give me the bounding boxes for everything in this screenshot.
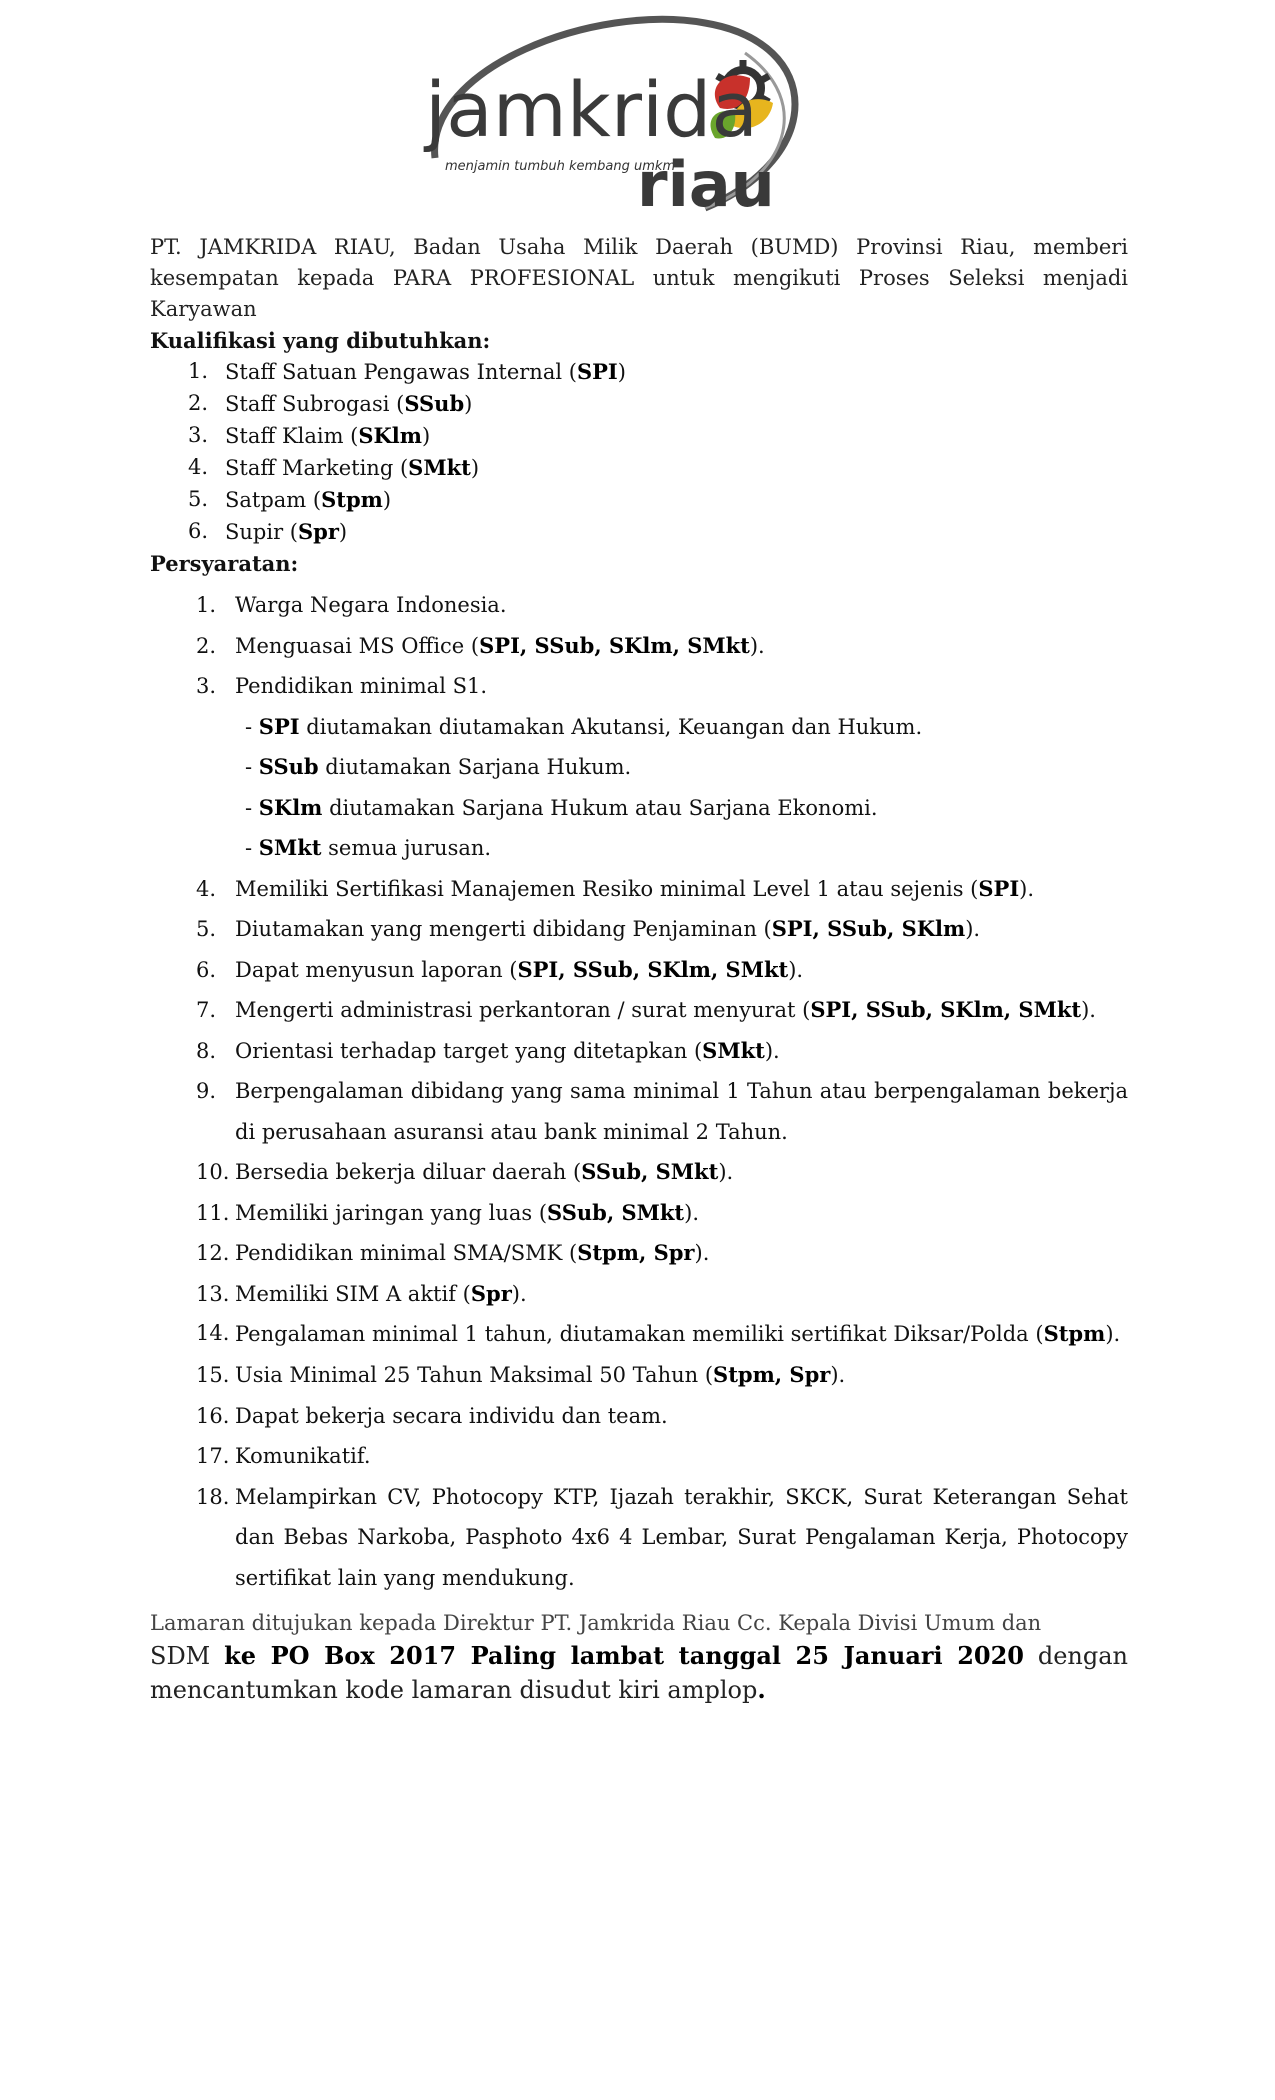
item-close: ).	[764, 1038, 780, 1063]
item-text: Supir (	[225, 520, 298, 544]
requirement-item	[150, 1314, 1128, 1355]
item-text: Memiliki jaringan yang luas (	[235, 1200, 548, 1225]
item-text: Memiliki SIM A aktif (	[235, 1281, 471, 1306]
education-sub-item	[150, 747, 1128, 788]
item-close: ).	[788, 957, 804, 982]
item-text: Komunikatif.	[235, 1444, 371, 1468]
item-number: 12.	[196, 1241, 230, 1265]
item-number: 1.	[196, 593, 217, 617]
item-number: 10.	[196, 1160, 230, 1184]
requirements-heading: Persyaratan:	[150, 551, 299, 576]
sub-text: semua jurusan.	[321, 836, 492, 860]
item-text: Warga Negara Indonesia.	[235, 593, 507, 617]
item-close: ).	[718, 1160, 734, 1184]
item-code: SPI	[576, 359, 618, 384]
qualification-item	[150, 388, 1128, 420]
item-close: ).	[1105, 1322, 1121, 1346]
item-text: Bersedia bekerja diluar daerah (	[235, 1160, 582, 1184]
item-text: Staff Klaim (	[225, 424, 359, 448]
item-close: )	[382, 488, 392, 512]
item-code: Stpm	[1043, 1321, 1106, 1346]
closing-part-a: SDM	[150, 1642, 225, 1670]
requirement-item	[150, 1274, 1128, 1315]
education-sub-item	[150, 788, 1128, 829]
item-close: ).	[749, 633, 765, 658]
item-code: SMkt	[702, 1037, 765, 1063]
item-text: Pendidikan minimal SMA/SMK (	[235, 1241, 578, 1265]
item-number: 2.	[188, 391, 209, 415]
item-close: ).	[1081, 998, 1096, 1022]
requirement-item	[150, 950, 1128, 991]
education-sub-item	[150, 707, 1128, 748]
item-number: 8.	[196, 1038, 217, 1063]
item-number: 3.	[196, 674, 217, 698]
requirement-item	[150, 1193, 1128, 1234]
jamkrida-logo-graphic	[405, 8, 845, 218]
sub-code: SSub	[258, 754, 319, 779]
item-number: 18.	[196, 1484, 230, 1509]
sub-text: diutamakan diutamakan Akutansi, Keuangan dan Hukum.	[299, 714, 923, 739]
item-number: 11.	[196, 1200, 230, 1225]
item-number: 1.	[188, 359, 209, 383]
item-code: Spr	[470, 1280, 512, 1306]
sub-code: SKlm	[258, 794, 323, 820]
requirements-list	[150, 585, 1128, 1598]
item-close: ).	[965, 917, 981, 941]
item-number: 14.	[196, 1321, 230, 1345]
item-number: 17.	[196, 1444, 230, 1468]
item-text: Diutamakan yang mengerti dibidang Penjaminan (	[235, 917, 772, 941]
item-text: Memiliki Sertifikasi Manajemen Resiko minimal Level 1 atau sejenis (	[235, 876, 979, 901]
logo-tagline: menjamin tumbuh kembang umkm	[445, 159, 676, 174]
sub-dash: -	[245, 795, 259, 820]
item-number: 4.	[188, 455, 209, 479]
item-close: )	[338, 520, 348, 544]
qualifications-heading: Kualifikasi yang dibutuhkan:	[150, 328, 491, 353]
item-code: SMkt	[408, 455, 471, 480]
logo-region-text: riau	[637, 148, 775, 218]
item-number: 5.	[188, 487, 209, 511]
item-code: Stpm	[321, 487, 383, 512]
document-body	[150, 232, 1128, 1707]
item-text: Staff Subrogasi (	[225, 392, 405, 416]
item-code: Stpm, Spr	[713, 1362, 831, 1387]
item-code: SSub, SMkt	[581, 1159, 719, 1184]
requirement-item	[150, 666, 1128, 707]
item-text: Satpam (	[225, 488, 322, 512]
item-text: Pengalaman minimal 1 tahun, diutamakan memiliki sertifikat Diksar/Polda (	[235, 1322, 1044, 1346]
requirement-item	[150, 1355, 1128, 1396]
item-text: Dapat bekerja secara individu dan team.	[235, 1403, 668, 1428]
qualification-item	[150, 452, 1128, 484]
item-text: Staff Marketing (	[225, 456, 409, 480]
requirement-item	[150, 1396, 1128, 1437]
requirement-item	[150, 990, 1128, 1031]
qualification-item	[150, 420, 1128, 452]
closing-deadline: ke PO Box 2017 Paling lambat tanggal 25 Januari 2020	[224, 1641, 1025, 1670]
item-text: Melampirkan CV, Photocopy KTP, Ijazah terakhir, SKCK, Surat Keterangan Sehat dan Bebas Narkoba, Pasphoto 4x6 4 Lembar, Surat Pengalaman Kerja, Photocopy sertifikat lain yang mendukung.	[235, 1484, 1128, 1590]
requirement-item	[150, 869, 1128, 910]
item-text: Staff Satuan Pengawas Internal (	[225, 360, 577, 384]
item-close: ).	[830, 1363, 846, 1387]
item-number: 9.	[196, 1079, 217, 1103]
sub-code: SMkt	[258, 835, 322, 860]
item-code: SPI, SSub, SKlm, SMkt	[517, 956, 789, 982]
item-close: ).	[684, 1200, 700, 1225]
item-number: 13.	[196, 1281, 230, 1306]
logo-brand-text: jamkrida	[425, 65, 758, 154]
intro-paragraph: PT. JAMKRIDA RIAU, Badan Usaha Milik Daerah (BUMD) Provinsi Riau, memberi kesempatan kepada PARA PROFESIONAL untuk mengikuti Proses Seleksi menjadi Karyawan	[150, 235, 1128, 321]
qualifications-list	[150, 356, 1128, 548]
sub-dash: -	[245, 755, 259, 779]
item-code: SPI, SSub, SKlm, SMkt	[479, 632, 750, 658]
qualification-item	[150, 516, 1128, 548]
sub-dash: -	[245, 836, 259, 860]
item-close: ).	[511, 1281, 527, 1306]
item-close: ).	[694, 1241, 710, 1265]
requirement-item	[150, 1233, 1128, 1274]
item-text: Usia Minimal 25 Tahun Maksimal 50 Tahun (	[235, 1363, 714, 1387]
item-text: Dapat menyusun laporan (	[235, 957, 518, 982]
item-code: SKlm	[358, 423, 422, 448]
closing-period: .	[757, 1675, 766, 1704]
item-close: )	[617, 360, 626, 384]
item-number: 4.	[196, 876, 217, 901]
requirement-item	[150, 1436, 1128, 1477]
item-code: SPI, SSub, SKlm	[771, 916, 966, 941]
item-close: ).	[1019, 876, 1035, 901]
education-sub-item	[150, 828, 1128, 869]
item-text: Orientasi terhadap target yang ditetapkan (	[235, 1038, 703, 1063]
closing-part-c: dengan mencantumkan kode lamaran disudut kiri amplop	[150, 1642, 1129, 1704]
item-code: Spr	[297, 519, 339, 544]
item-close: )	[470, 456, 480, 480]
item-text: Mengerti administrasi perkantoran / surat menyurat (	[235, 998, 811, 1022]
item-number: 6.	[188, 519, 209, 543]
qualification-item	[150, 484, 1128, 516]
requirement-item	[150, 1152, 1128, 1193]
sub-text: diutamakan Sarjana Hukum atau Sarjana Ekonomi.	[322, 795, 878, 820]
item-code: SPI, SSub, SKlm, SMkt	[810, 997, 1082, 1022]
item-number: 6.	[196, 957, 217, 982]
item-number: 2.	[196, 633, 217, 658]
requirement-item	[150, 909, 1128, 950]
item-code: SPI	[978, 875, 1020, 901]
item-code: SSub	[404, 391, 465, 416]
item-number: 16.	[196, 1403, 230, 1428]
sub-dash: -	[245, 714, 259, 739]
item-number: 7.	[196, 998, 217, 1022]
item-number: 3.	[188, 423, 209, 447]
item-text: Berpengalaman dibidang yang sama minimal 1 Tahun atau berpengalaman bekerja di perusahaan asuransi atau bank minimal 2 Tahun.	[235, 1079, 1128, 1144]
requirement-item	[150, 1031, 1128, 1072]
closing-paragraph	[150, 1608, 1128, 1639]
item-close: )	[464, 392, 473, 416]
item-number: 5.	[196, 917, 217, 941]
item-code: Stpm, Spr	[577, 1240, 695, 1265]
item-close: )	[422, 424, 431, 448]
closing-paragraph-2	[150, 1639, 1128, 1707]
closing-line1: Lamaran ditujukan kepada Direktur PT. Jamkrida Riau Cc. Kepala Divisi Umum dan	[150, 1611, 1042, 1635]
item-text: Pendidikan minimal S1.	[235, 674, 488, 698]
qualification-item	[150, 356, 1128, 388]
sub-code: SPI	[258, 713, 300, 739]
requirement-item	[150, 1071, 1128, 1152]
sub-text: diutamakan Sarjana Hukum.	[318, 755, 632, 779]
item-number: 15.	[196, 1363, 230, 1387]
requirement-item	[150, 626, 1128, 667]
item-text: Menguasai MS Office (	[235, 633, 480, 658]
item-code: SSub, SMkt	[547, 1199, 685, 1225]
requirement-item	[150, 1477, 1128, 1599]
requirement-item	[150, 585, 1128, 626]
company-logo	[405, 8, 845, 218]
